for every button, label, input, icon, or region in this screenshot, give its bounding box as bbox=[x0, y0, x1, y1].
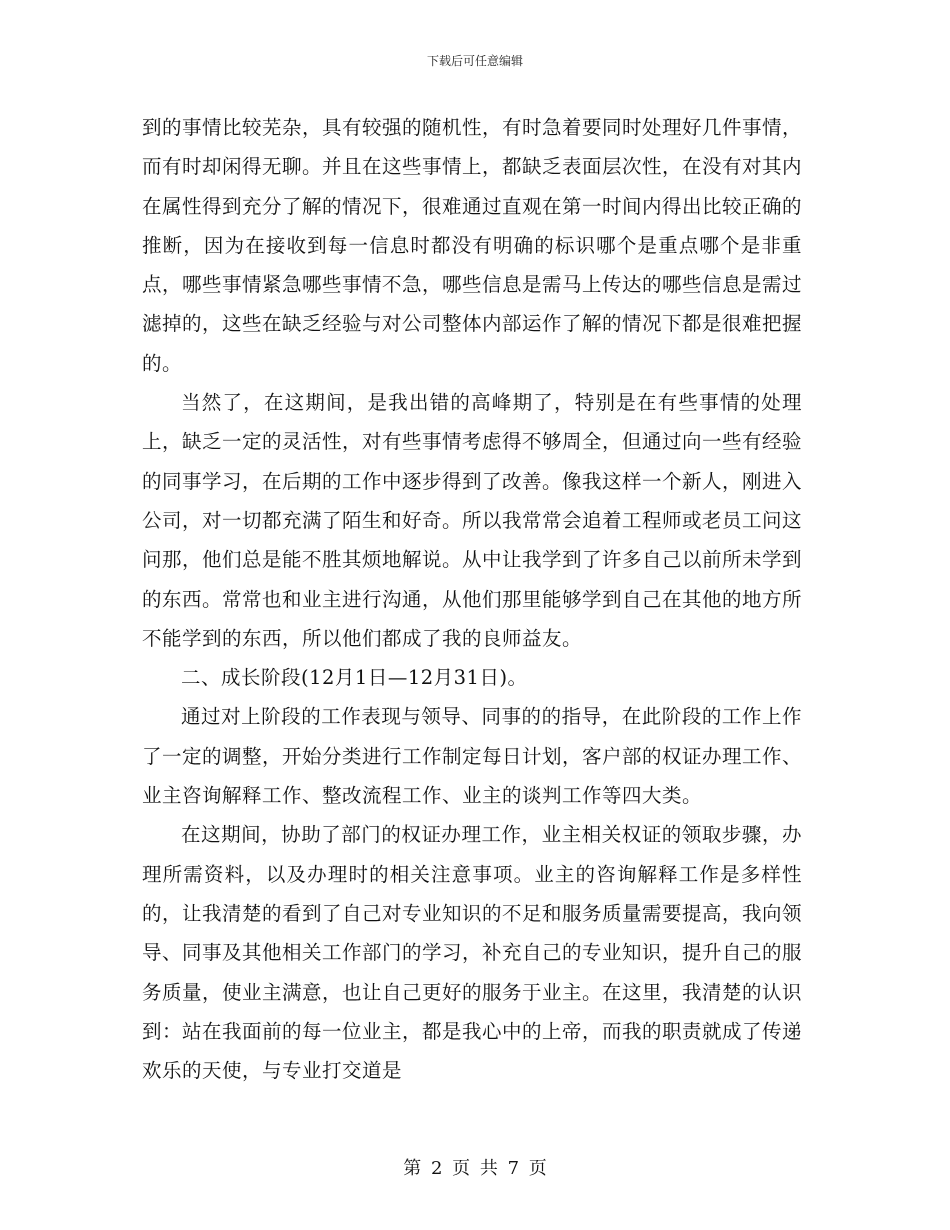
page-footer: 第 2 页 共 7 页 bbox=[403, 1158, 547, 1179]
paragraph: 当然了，在这期间，是我出错的高峰期了，特别是在有些事情的处理上，缺乏一定的灵活性，对有些事情考虑得不够周全，但通过向一些有经验的同事学习，在后期的工作中逐步得到了改善。像我这样一个新人，刚进入公司，对一切都充满了陌生和好奇。所以我常常会追着工程师或老员工问这问那，他们总是能不胜其烦地解说。从中让我学到了许多自己以前所未学到的东西。常常也和业主进行沟通，从他们那里能够学到自己在其他的地方所不能学到的东西，所以他们都成了我的良师益友。 bbox=[142, 391, 803, 650]
page-header: 下载后可任意编辑 bbox=[426, 54, 523, 68]
paragraph: 通过对上阶段的工作表现与领导、同事的的指导，在此阶段的工作上作了一定的调整，开始分类进行工作制定每日计划，客户部的权证办理工作、业主咨询解释工作、整改流程工作、业主的谈判工作等四大类。 bbox=[142, 705, 803, 808]
section-heading: 二、成长阶段(12月1日—12月31日)。 bbox=[181, 666, 528, 690]
paragraph-continued: 到的事情比较芜杂，具有较强的随机性，有时急着要同时处理好几件事情，而有时却闲得无聊。并且在这些事情上，都缺乏表面层次性，在没有对其内在属性得到充分了解的情况下，很难通过直观在第一时间内得出比较正确的推断，因为在接收到每一信息时都没有明确的标识哪个是重点哪个是非重点，哪些事情紧急哪些事情不急，哪些信息是需马上传达的哪些信息是需过滤掉的，这些在缺乏经验与对公司整体内部运作了解的情况下都是很难把握的。 bbox=[142, 116, 803, 375]
document-body bbox=[142, 108, 802, 1090]
paragraph: 在这期间，协助了部门的权证办理工作，业主相关权证的领取步骤，办理所需资料，以及办理时的相关注意事项。业主的咨询解释工作是多样性的，让我清楚的看到了自己对专业知识的不足和服务质量需要提高，我向领导、同事及其他相关工作部门的学习，补充自己的专业知识，提升自己的服务质量，使业主满意，也让自己更好的服务于业主。在这里，我清楚的认识到：站在我面前的每一位业主，都是我心中的上帝，而我的职责就成了传递欢乐的天使，与专业打交道是 bbox=[142, 823, 803, 1083]
